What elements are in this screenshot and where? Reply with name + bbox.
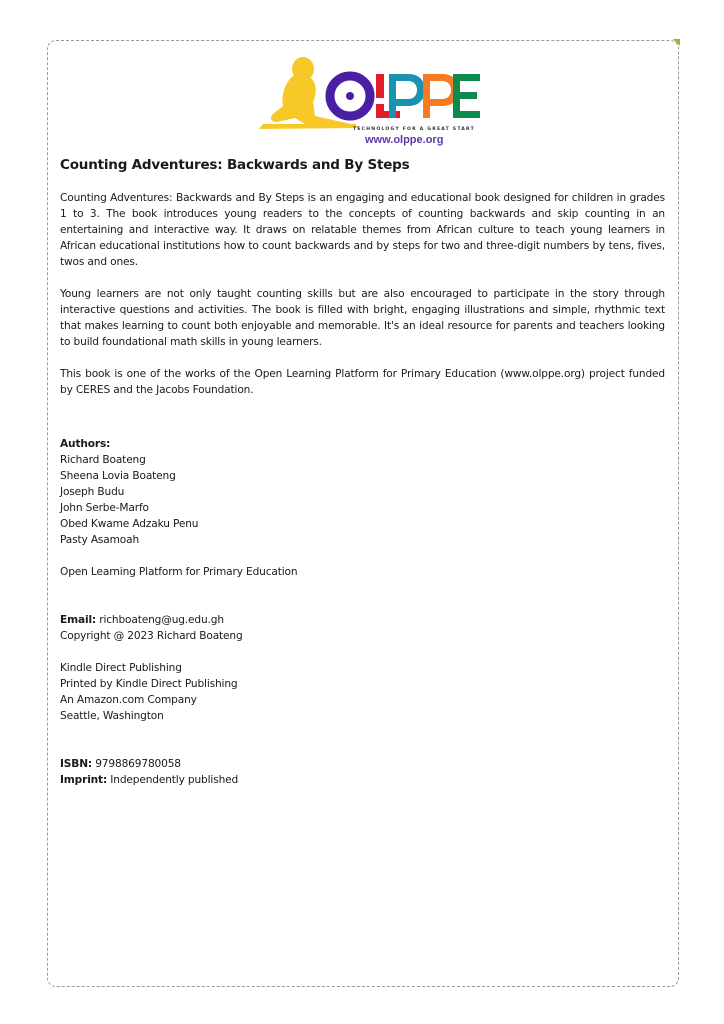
imprint-label: Imprint: (60, 774, 108, 786)
email-value: richboateng@ug.edu.gh (99, 614, 224, 626)
author-name: Sheena Lovia Boateng (60, 470, 176, 482)
publisher-section (60, 660, 665, 724)
olppe-logo (255, 52, 480, 148)
author-name: John Serbe-Marfo (60, 502, 149, 514)
description-paragraph: Young learners are not only taught counting skills but are also encouraged to participate in the story through interactive questions and activities. The book is filled with bright, engaging illustrations and simple, rhythmic text that makes learning to count both enjoyable and memorable. It's an ideal resource for parents and teachers looking to build foundational math skills in young learners. (60, 288, 665, 348)
author-name: Obed Kwame Adzaku Penu (60, 518, 199, 530)
email-label: Email: (60, 614, 97, 626)
corner-accent (673, 39, 680, 46)
publisher-line: Seattle, Washington (60, 710, 164, 722)
authors-section (60, 436, 665, 548)
logo-letter-e (453, 74, 480, 118)
publisher-line: Kindle Direct Publishing (60, 662, 182, 674)
organization: Open Learning Platform for Primary Education (60, 566, 298, 578)
book-title: Counting Adventures: Backwards and By Steps (60, 157, 410, 173)
imprint-value: Independently published (110, 774, 239, 786)
author-name: Pasty Asamoah (60, 534, 140, 546)
document-content (60, 157, 665, 788)
logo-url: www.olppe.org (365, 134, 444, 146)
authors-label: Authors: (60, 438, 111, 450)
isbn-label: ISBN: (60, 758, 92, 770)
logo-tagline: TECHNOLOGY FOR A GREAT START (353, 127, 475, 132)
contact-section (60, 612, 665, 644)
logo-letter-p1 (389, 74, 425, 118)
publisher-line: An Amazon.com Company (60, 694, 197, 706)
isbn-value: 9798869780058 (95, 758, 181, 770)
author-name: Joseph Budu (60, 486, 125, 498)
copyright: Copyright @ 2023 Richard Boateng (60, 630, 243, 642)
author-name: Richard Boateng (60, 454, 146, 466)
funding-paragraph: This book is one of the works of the Open Learning Platform for Primary Education (www.olppe.org) project funded by CERES and the Jacobs Foundation. (60, 368, 665, 396)
description-paragraph: Counting Adventures: Backwards and By Steps is an engaging and educational book designed for children in grades 1 to 3. The book introduces young readers to the concepts of counting backwards and skip counting in an entertaining and interactive way. It draws on relatable themes from African culture to teach young learners in African educational institutions how to count backwards and by steps for two and three-digit numbers by tens, fives, twos and ones. (60, 192, 665, 268)
isbn-section (60, 756, 665, 788)
logo-graphic (255, 52, 480, 132)
publisher-line: Printed by Kindle Direct Publishing (60, 678, 238, 690)
